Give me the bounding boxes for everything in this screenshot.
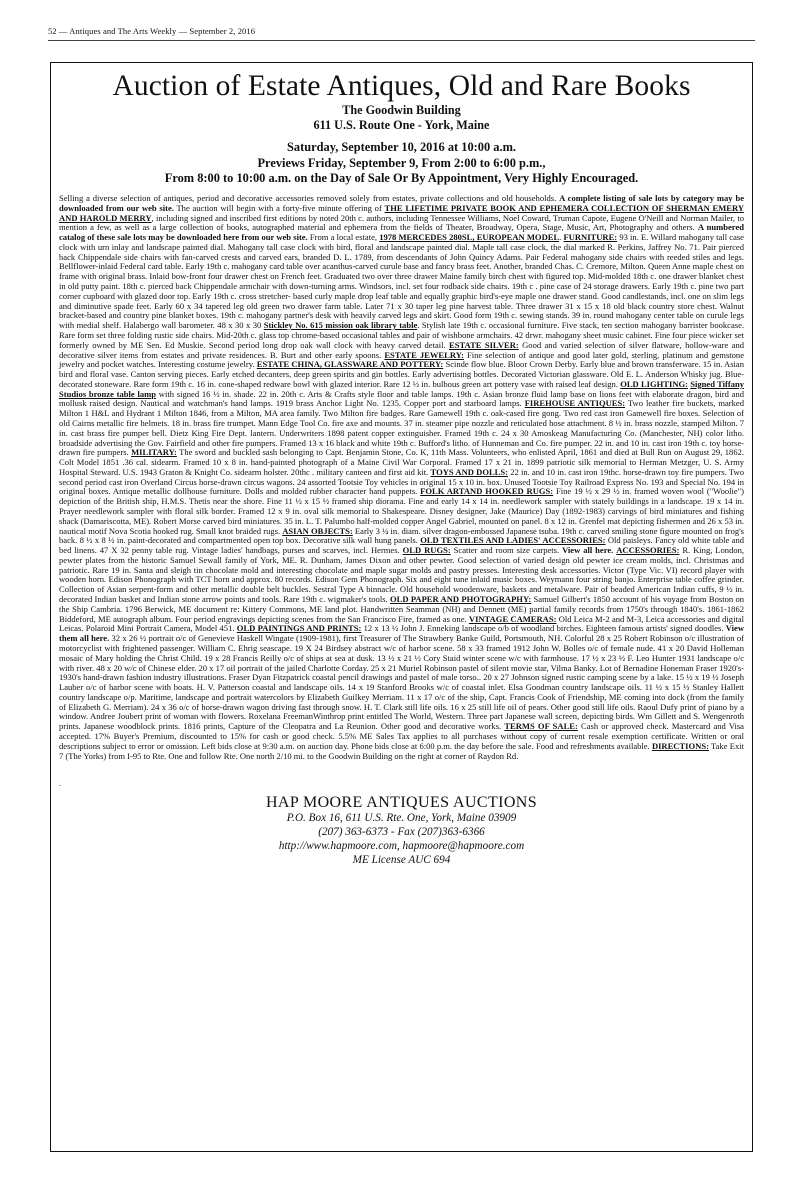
body-segment: Cash or approved check. Mastercard and Visa accepted. 17% Buyer's Premium, discounted to 15% for cash or good check. 5.5% ME Sales Tax applies to all purchases without copy of current resale exemption certificate. Written or oral descriptions subject to error or omission. Left bids close at 9:30 a.m. on auction day. Phone bids close at 6:00 p.m. the day before the sale. Food and refreshments available. xyxy=(59,721,744,751)
emphasis-text: View all here. xyxy=(562,545,614,556)
emphasis-text: A complete listing of sale lots by category may be downloaded from our web site. xyxy=(59,193,744,213)
body-segment: Old Leica M-2 and M-3, Leica accessories and digital Leicas. Polaroid Mini Portrait Camera, Model 451. xyxy=(59,613,744,634)
ad-title: Auction of Estate Antiques, Old and Rare Books xyxy=(112,70,691,102)
page-folio: 52 — Antiques and The Arts Weekly — September 2, 2016 xyxy=(48,26,256,36)
body-segment: From a local estate, xyxy=(307,232,380,243)
catalog-description xyxy=(59,194,744,761)
category-heading: THE LIFETIME PRIVATE BOOK AND EPHEMERA COLLECTION OF SHERMAN EMERY AND HAROLD MERRY xyxy=(59,202,745,223)
category-heading: 1978 MERCEDES 280SL, EUROPEAN MODEL xyxy=(379,232,560,243)
category-heading: FOLK ARTAND HOOKED RUGS: xyxy=(420,486,554,497)
category-heading: DIRECTIONS: xyxy=(651,740,709,751)
body-segment: The auction will begin with a forty-five minute offering of xyxy=(173,202,385,213)
body-segment: Fine 19 ½ x 29 ½ in. framed woven wool ("Woolie") depiction of the British ship, H.M.S. Thetis near the shore. Fine 11 ½ x 15 ½ framed ship diorama. Fine and early 14 x 14 in. needlework sampler with stately buildings in a landscape. 19 x 14 in. Prayer needlework sampler with floral silk border. Framed 12 x 9 in. oval silk memorial to Shakespeare. Disney designer, Jake (Maurice) Day (1892-1983) carvings of bird miniatures and fishing shack (Damariscotta, ME). Robert Morse carved bird miniatures. 35 in. L. T. Palumbo half-molded copper Angel Gabriel, mounted on panel. 8 x 12 in. Grenfel mat depicting fishermen and 26 x 53 in. nautical motif Nova Scotia hooked rug. Small knot braided rugs. xyxy=(59,486,744,536)
body-segment: Selling a diverse selection of antiques, period and decorative accessories removed solely from estates, private collections and old households. xyxy=(59,193,560,204)
body-segment: Scinde flow blue. Bloor Crown Derby. Early blue and brown transferware. 15 in. Asian bird and floral vase. Canton serving pieces. Early etched decanters, deep green spirits and gin bottles. Early advertising bottles. Decorated Victorian glassware. Old E. L. Anderson Whisky jug. Blue-decorated stoneware. Rare form 19th c. 16 in. cone-shaped redware bowl with glazed interior. Rare 12 ½ in. bulbous green art pottery vase with raised leaf design. xyxy=(59,359,744,389)
category-heading: FURNITURE: xyxy=(563,232,618,243)
body-segment: Samuel Gilbert's 1850 account of his voyage from Boston on the Ship Cambria. 1796 Berwick, ME document re: Kittery Commons, ME land plot. Handwritten Seamman (NH) and Dennett (ME) partial family records from 1750's through 1840's. 1861-1862 Biddeford, ME autograph album. Four period engravings depicting scenes from the San Francisco Fire, framed as one. xyxy=(59,594,745,624)
body-segment: Good and varied selection of silver flatware, hollow-ware and decorative silver items from estates and private residences. B. Burt and other early spoons. xyxy=(59,339,744,360)
category-heading: OLD LIGHTING: xyxy=(620,378,688,389)
body-segment: The sword and buckled sash belonging to Capt. Benjamin Stone, Co. K, 11th Mass. Volunteers, who enlisted April, 1861 and died at Bull Run on August 29, 1862. Colt Model 1851 .36 cal. sidearm. Framed 10 x 8 in. hand-painted photograph of a Maine Civil War Corporal. Framed 17 x 21 in. 1899 patriotic silk memorial to Herman Metzger, U. S. Army Hospital Steward. U.S. 1943 Graton & Knight Co. sidearm holster. 20thc . military canteen and first aid kit. xyxy=(59,447,744,477)
body-segment: . Stylish late 19th c. occasional furniture. Five stack, ten section mahogany barrister bookcase. Rare form set three folding rustic side chairs. Mid-20th c. glass top chrome-based occasional tables and pair of wishbone armchairs. 42 drwr. mahogany sheet music cabinet. Fine four piece wicker set formerly owned by ME Sen. Ed Muskie. Second period long drop oak wall clock with heavy carved detail. xyxy=(59,320,744,350)
category-heading: TERMS OF SALE: xyxy=(504,721,578,732)
sale-date: Saturday, September 10, 2016 at 10:00 a.m. xyxy=(287,140,516,155)
body-segment: Fine selection of antique and good later gold, sterling, platinum and gemstone jewelry and pocket watches. Interesting costume jewelry. xyxy=(59,349,744,370)
category-heading: MILITARY: xyxy=(131,447,177,458)
emphasis-text: View them all here. xyxy=(59,623,744,644)
category-heading: OLD RUGS: xyxy=(402,545,451,556)
venue-name: The Goodwin Building xyxy=(342,103,461,117)
firm-name: HAP MOORE ANTIQUES AUCTIONS xyxy=(265,794,538,812)
category-heading: TOYS AND DOLLS: xyxy=(430,466,508,477)
emphasis-text: A numbered catalog of these sale lots may be downloaded here from our web site. xyxy=(59,222,744,243)
body-segment: Two leather fire buckets, marked Milton 1 H&L and Hydrant 1 Milton 1846, from a Milton, MA area family. Two Milton fire badges. Rare Gamewell 19th c. oak-cased fire gong. Two red cast iron Gamewell fire boxes. Selection of old Cairns metallic fire helmets. 18 in. brass fire trumpet. Mann Edge Tool Co. fire axe and mounts. 37 in. steamer pipe nozzle and reticulated hose attachment. 8 ½ in. brass nozzle, stamped Milton. 7 in. cast brass fire pumper bell. Dietz King Fire Dept. lantern. Underwriters 1898 patent copper extinguisher. Framed 19th c. 24 x 30 Amoskeag Manufacturing Co. (Manchester, NH) color litho. broadside advertising the Gov. Fairfield and other fire pumpers. Framed 13 x 16 black and white 19th c. Bufford's litho. of Hunneman and Co. fire pumper. 22 in. and 10 in. cast iron 19th c. toy horse-drawn fire pumpers. xyxy=(59,398,744,458)
stray-dot: . xyxy=(59,779,61,789)
category-heading: OLD PAINTINGS AND PRINTS: xyxy=(236,623,362,634)
firm-phone: (207) 363-6373 - Fax (207)363-6366 xyxy=(318,826,485,839)
body-segment: . xyxy=(559,232,564,243)
body-segment: Old paisleys. Fancy old white table and bed linens. 47 X 32 penny table rug. Vintage ladies' handbags, purses and scarves, incl. Hermes. xyxy=(59,535,744,556)
firm-web[interactable]: http://www.hapmoore.com, hapmoore@hapmoore.com xyxy=(278,839,525,852)
category-heading: ASIAN OBJECTS: xyxy=(282,525,353,536)
category-heading: OLD TEXTILES AND LADIES' ACCESSORIES: xyxy=(420,535,606,546)
category-heading: ESTATE CHINA, GLASSWARE AND POTTERY: xyxy=(256,359,444,370)
category-heading: ESTATE JEWELRY: xyxy=(384,349,464,360)
category-heading: ESTATE SILVER: xyxy=(449,339,519,350)
firm-license: ME License AUC 694 xyxy=(352,853,451,866)
header-rule xyxy=(48,40,755,41)
body-segment: 93 in. E. Willard mahogany tall case clock with urn inlay and landscape painted dial. Mahogany tall case clock with bird, floral and landscape painted dial. Maple tall case clock, the dial marked R. Perkins, Jaffrey No. 71. Pair pierced back Chippendale side chairs with fan-carved crests and carved ears, branded D. L. 1789, from descendants of John Quincy Adams. Pair Federal mahogany side chairs with reeded stiles and legs. Bellflower-inlaid Federal card table. Early 19th c. mahogany card table over acanthus-carved curule base and fancy brass feet. Another, branded Chas. C. Cremore, Milton. Queen Anne maple chest on frame with original brass. Inlaid bow-front four drawer chest on French feet. Graduated two over three drawer Maine family birch chest with figured top. Mid-molded 18th c. one drawer blanket chest in old putty paint. 18th c. pierced back Chippendale armchair with down-turning arms. Windsors, incl. set four rodback side chairs. 19th c . pine case of 24 storage drawers. Early 19th c. pine two part corner cupboard with glazed door top. Early 19th c. cross stretcher- based curly maple drop leaf table and equally graphic bird's-eye maple one drawer stand. Good candlestands, incl. one on slim legs and diminutive spade feet. Early 60 x 34 tapered leg old green two drawer farm table. Later 71 x 30 taper leg pine harvest table. Three drawer 31 x 15 x 18 old black country store chest. Walnut bracket-based and country pine blanket boxes. 19th c. mahogany partner's desk with heavily carved legs and skirt. Good form 19th c. sewing stands. 39 in. round mahogany center table on curule legs with medial shelf. Halabergo wall barometer. 48 x 30 x 30 xyxy=(59,232,744,331)
category-heading: OLD PAPER AND PHOTOGRAPHY: xyxy=(389,594,532,605)
body-segment: Early 3 ¼ in. diam. silver dragon-embossed Japanese tsuba. 19th c. carved smiling stone figure mounted on frog's back. 8 ½ x 8 ½ in. paint-decorated and compartmented open top box. Decorative silk wall hung panels. xyxy=(59,525,745,546)
body-segment: , including signed and inscribed first editions by noted 20th c. authors, including Tennessee Williams, Noel Coward, Truman Capote, Eugene O'Neill and Norman Mailer, to mention a few, as well as a large collection of books, autographed material and ephemera from the fields of Theater, Broadway, Opera, Stage, Music, Art, Photography and others. xyxy=(59,212,744,233)
body-segment: with signed 16 ½ in. shade. 22 in. 20th c. Arts & Crafts style floor and table lamps. 19th c. Asian bronze fluid lamp base on lions feet with elaborate dragon, bird and mollusk raised design. Nautical and watchman's hand lamps. 1919 brass Anchor Light No. 1235. Copper port and starboard lamps. xyxy=(59,388,745,409)
body-segment: 32 x 26 ½ portrait o/c of Genevieve Haskell Wingate (1909-1981), first Treasurer of The Strawbery Banke Guild, Portsmouth, NH. Colorful 28 x 25 Robert Robinson o/c illustration of motorcyclist with frightened passenger. William C. Ehrig seascape. 19 X 24 Birdsey abstract w/c of harbor scene. 58 x 33 framed 1912 John W. Bolles o/c of female nude. 41 x 20 David Holleman mosaic of Mary holding the Christ Child. 19 x 28 Francis Reilly o/c of ships at sea at dusk. 13 ½ x 21 ½ Cory Staid winter scene w/c with farmhouse. 17 ½ x 23 ½ F. Leo Hunter 1931 landscape o/c with river. 48 x 20 w/c of Chinese elder. 20 x 17 oil portrait of the jailed Charlotte Corday. 25 x 21 Muriel Robinson pastel of silent movie star, Vilma Banky. Lot of Bernadine Honeman Fraser 1920's-1930's hand-drawn fashion industry illustrations. Fraser Dyan Fitzpatrick coastal pencil drawings and pastel of male torso.. 20 x 27 Johnson signed rustic camping scene by a lake. 15 ½ x 19 ½ Joseph Lauber o/c of harbor scene with boats. H. V. Patterson coastal and landscape oils. 14 x 19 Stanford Brooks w/c of coastal inlet. Elsa Goodman country landscape oils. 11 ½ x 15 ½ Stanley Hallett country landscape o/p. Maritime, landscape and portrait watercolors by Elizabeth Guilkey Merriam. 11 x 17 o/c of the ship, Capt. Francis Cook of Friendship, ME coming into dock (from the family of Elizabeth G. Merriam). 24 x 36 o/c of horse-drawn wagon driving fast through snow. H. T. Clark still life oils. 16 x 25 still life oil of pears. Other good still life oils. Raoul Dufy print of piano by a window. Andree Joubert print of woman with flowers. Roxelana FreemanWinthrop print entitled The World, Western. Three part Japanese wall screen, depicting birds. Wm Gillett and S. Wengenroth prints. Japanese woodblock prints. 1816 prints, Capture of the Cleopatra and La Reunion. Other good and decorative works. xyxy=(59,633,744,732)
auctioneer-footer xyxy=(59,793,744,867)
body-segment: Take Exit 7 (The Yorks) from I-95 to Rte. One and follow Rte. One north 2/10 mi. to the Goodwin Building on the right at corner of Raydon Rd. xyxy=(59,740,744,761)
body-segment: R. King, London, pewter plates from the historic Samuel Sewall family of York, ME. R. Dunham, James Dixon and other pewter. Good selection of varied design old pewter ice cream molds, incl. Christmas and patriotic. Rare 19 in. Santa and sleigh tin chocolate mold and interesting chocolate and maple sugar molds and pastry presses. Interesting desk accessories. Victor (Type Vic. VI) record player with wooden horn. Edison Phonograph with TCT horn and approx. 80 records. Edison Gem Phonograph. Six and eight tune inlaid music boxes. Weymann four string banjo. Enterprise table coffee grinder. Collection of Asian serpent-form and other metallic double belt buckles. Sestral Type A binnacle. Old household woodenware, baskets and metalware. Pair of beaded American Indian cuffs, 9 ½ in. decorated Indian basket and Indian stone arrow points and tools. Rare 19th c. wigmaker's tools. xyxy=(59,545,745,605)
body-segment: 12 x 13 ½ John J. Enneking landscape o/b of woodland birches. Eighteen famous artists' signed doodles. xyxy=(361,623,726,634)
firm-address: P.O. Box 16, 611 U.S. Rte. One, York, Maine 03909 xyxy=(286,812,517,825)
category-heading: Stickley No. 615 mission oak library table xyxy=(263,320,418,331)
preview-times-2: From 8:00 to 10:00 a.m. on the Day of Sale Or By Appointment, Very Highly Encouraged. xyxy=(164,170,639,185)
preview-times: Previews Friday, September 9, From 2:00 to 6:00 p.m., xyxy=(257,155,546,170)
category-heading: ACCESSORIES: xyxy=(616,545,680,556)
body-segment: Scatter and room size carpets. xyxy=(450,545,563,556)
body-segment: 22 in. and 10 in. cast iron 19thc. horse-drawn toy fire pumpers. Two second period cast iron Overland Circus horse-drawn circus wagons. 24 assorted Tootsie Toy vehicles in original 15 x 10 in. box. Unused Tootsie Toy Railroad Express No. 193 and Special No. 194 in original boxes. Antique metallic dollhouse furniture. Dolls and molded rubber character hand puppets. xyxy=(59,466,744,497)
category-heading: VINTAGE CAMERAS: xyxy=(468,613,557,624)
category-heading: FIREHOUSE ANTIQUES: xyxy=(524,398,626,409)
category-heading: Signed Tiffany Studios bronze table lamp xyxy=(59,378,744,399)
auction-advertisement xyxy=(50,62,753,1152)
venue-address: 611 U.S. Route One - York, Maine xyxy=(313,118,490,133)
